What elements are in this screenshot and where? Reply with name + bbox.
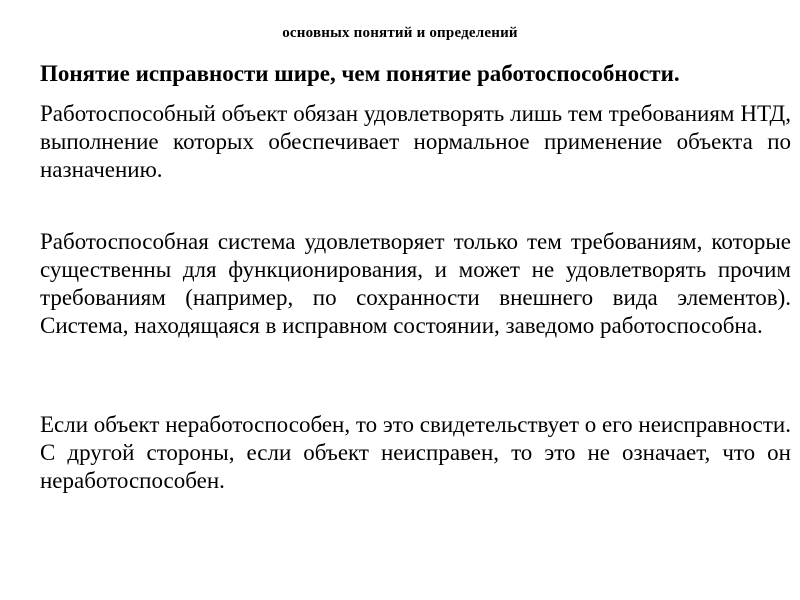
slide-header-title: основных понятий и определений [282, 25, 518, 41]
paragraph-workable-system: Работоспособная система удовлетворяет только тем требованиям, которые существенны для функционирования, и может не удовлетворять прочим требованиям (например, по сохранности внешнего вида элементов). Система, находящаяся в исправном состоянии, заведомо работоспособна. [40, 229, 791, 338]
paragraph-workable-object: Работоспособный объект обязан удовлетворять лишь тем требованиям НТД, выполнение которых обеспечивает нормальное применение объекта по назначению. [40, 101, 791, 182]
slide-heading: Понятие исправности шире, чем понятие работоспособности. [40, 61, 680, 86]
paragraph-faulty-object: Если объект неработоспособен, то это свидетельствует о его неисправности. С другой стороны, если объект неисправен, то это не означает, что он неработоспособен. [40, 412, 791, 493]
